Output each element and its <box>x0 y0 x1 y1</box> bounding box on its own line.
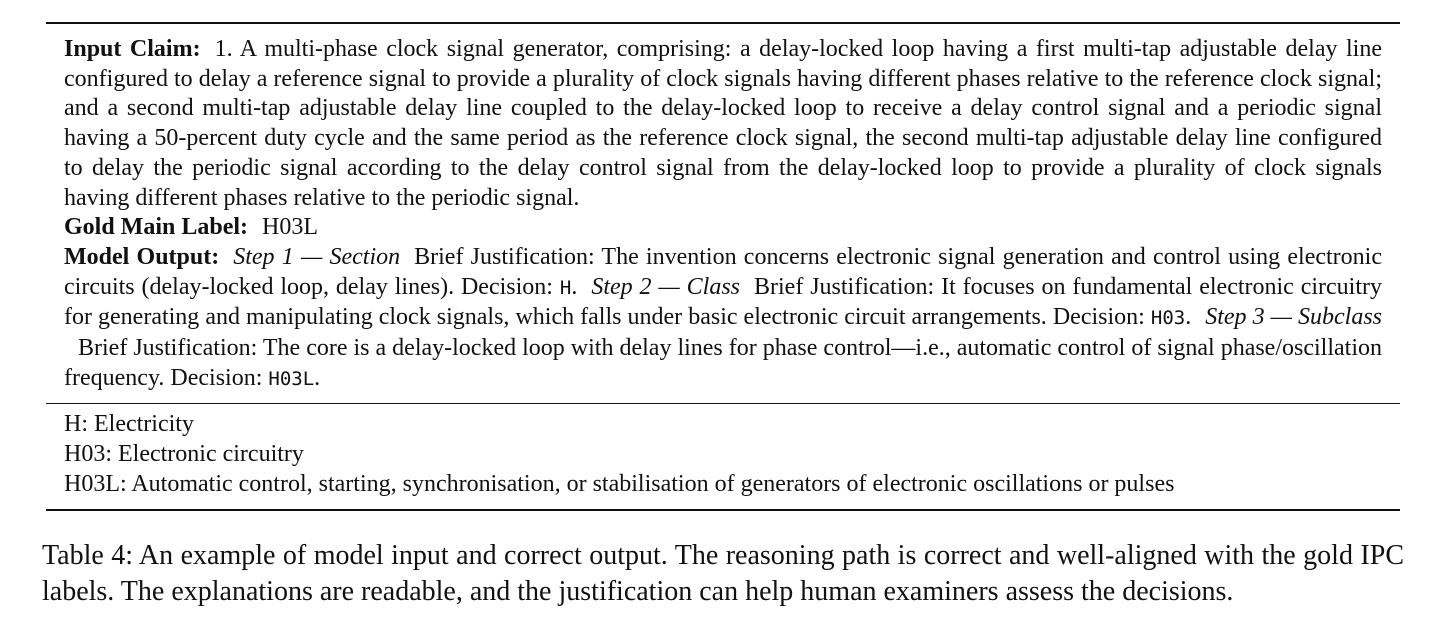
input-claim-paragraph <box>64 35 1382 213</box>
step-3-title: Step 3 — Subclass <box>1205 304 1383 331</box>
table-caption: Table 4: An example of model input and correct output. The reasoning path is correct and well-aligned with the gold IPC labels. The explanations are readable, and the justification can help human examiners assess the decisions. <box>42 540 1404 607</box>
model-output-paragraph: Model Output: Step 1 — Section Brief Justification: The invention concerns electronic signal generation and control using electronic circuits (delay-locked loop, delay lines). Decision: H. Step 2 — Class Brief Justification: It focuses on fundamental electronic circuitry for generating and manipulating clock signals, which falls under basic electronic circuit arrangements. Decision: H03. Step 3 — SubclassBrief Justification: The core is a delay-locked loop with delay lines for phase control—i.e., automatic control of signal phase/oscillation frequency. Decision: H03L. <box>64 243 1383 391</box>
gold-label-label: Gold Main Label: <box>64 214 249 241</box>
step-1-justification: Brief Justification: The invention concerns electronic signal generation and control using electronic circuits (delay-locked loop, delay lines). Decision: <box>64 243 1382 300</box>
input-claim-text: 1. A multi-phase clock signal generator, comprising: a delay-locked loop having a first multi-tap adjustable delay line configured to delay a reference signal to provide a plurality of clock signals having different phases relative to the reference clock signal; and a second multi-tap adjustable delay line coupled to the delay-locked loop to receive a delay control signal and a periodic signal having a 50-percent duty cycle and the same period as the reference clock signal, the second multi-tap adjustable delay line configured to delay the periodic signal according to the delay control signal from the delay-locked loop to provide a plurality of clock signals having different phases relative to the periodic signal. <box>64 36 1383 211</box>
step-2-justification: Brief Justification: It focuses on fundamental electronic circuitry for generating and manipulating clock signals, which falls under basic electronic circuit arrangements. Decision: <box>64 273 1383 331</box>
table-bottom-rule <box>46 509 1400 511</box>
step-3-decision: H03L <box>268 367 315 390</box>
definition-line: H03: Electronic circuitry <box>64 441 304 468</box>
step-1-title: Step 1 — Section <box>233 243 401 270</box>
step-3-justification: Brief Justification: The core is a delay-locked loop with delay lines for phase control—i.e., automatic control of signal phase/oscillation frequency. Decision: <box>64 335 1382 391</box>
input-output-cell <box>46 24 1400 403</box>
model-output-label: Model Output: <box>64 243 220 270</box>
step-2-title: Step 2 — Class <box>591 273 740 300</box>
gold-label-paragraph <box>64 213 1382 243</box>
input-claim-label: Input Claim: <box>64 36 201 62</box>
step-2-decision: H03 <box>1150 307 1186 330</box>
step-1-decision: H <box>559 276 572 299</box>
example-table <box>46 22 1400 511</box>
definitions-cell <box>46 404 1400 508</box>
definition-line: H03L: Automatic control, starting, synchronisation, or stabilisation of generators of electronic oscillations or pulses <box>64 470 1175 497</box>
gold-label-value: H03L <box>262 214 319 241</box>
definition-line: H: Electricity <box>64 411 194 438</box>
